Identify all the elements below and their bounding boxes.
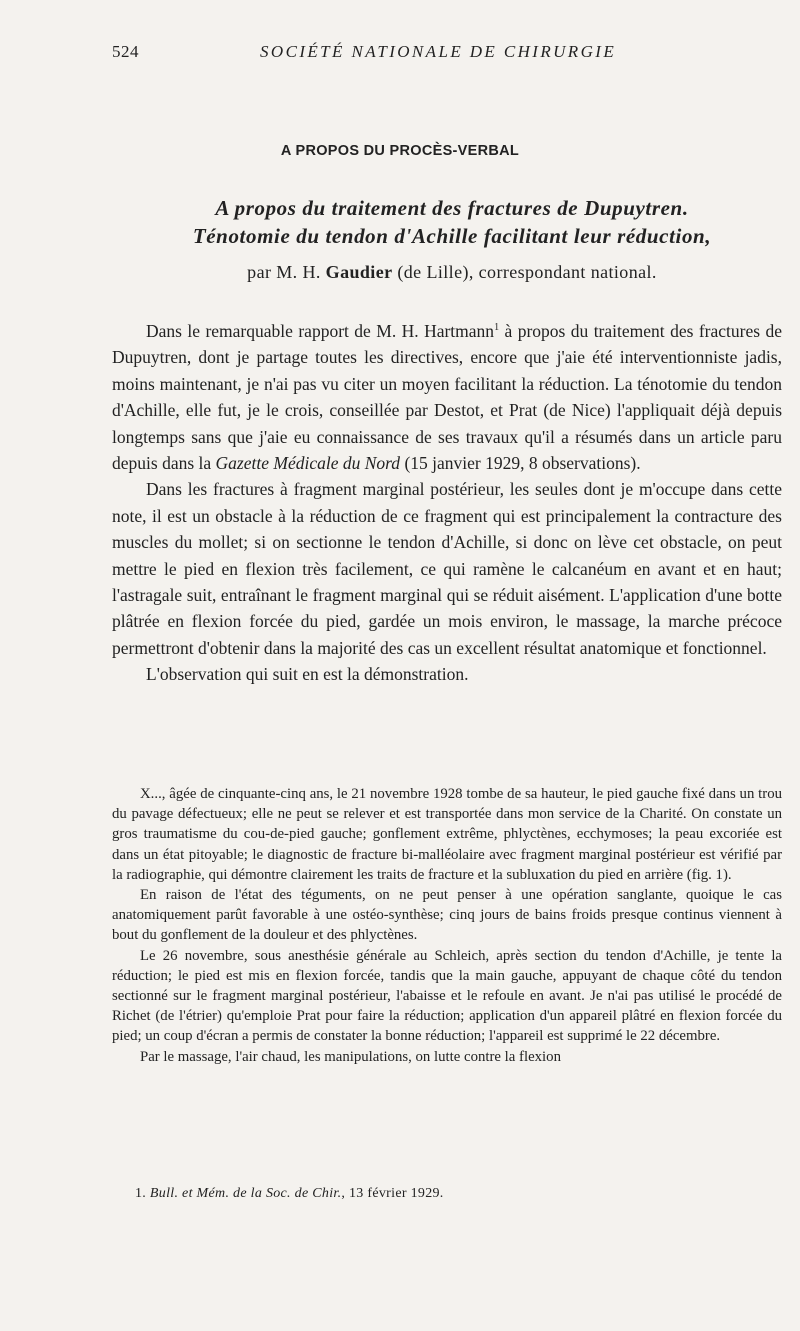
article-body	[112, 318, 782, 688]
observation-paragraph: En raison de l'état des téguments, on ne peut penser à une opération sanglante, quoique le cas anatomiquement parût favorable à une ostéo-synthèse; cinq jours de bains froids presque continus viennent à bout du gonflement de la douleur et des phlyctènes.	[112, 887, 782, 944]
running-head	[112, 42, 792, 66]
article-title	[112, 194, 792, 250]
footnote-date: , 13 février 1929.	[341, 1186, 444, 1201]
footnote-journal: Bull. et Mém. de la Soc. de Chir.	[149, 1186, 342, 1201]
journal-title: SOCIÉTÉ NATIONALE DE CHIRURGIE	[260, 42, 617, 61]
observation-paragraph: X..., âgée de cinquante-cinq ans, le 21 novembre 1928 tombe de sa hauteur, le pied gauche fixé dans un trou du pavage défectueux; elle ne peut se relever et est transportée dans mon service de la Charité. On constate un gros traumatisme du cou-de-pied gauche; gonflement extrême, phlyctènes, ecchymoses; la peau excoriée est dans un état pitoyable; le diagnostic de fracture bi-malléolaire avec fragment marginal postérieur est vérifié par la radiographie, qui démontre clairement les traits de fracture et la subluxation du pied en arrière (fig. 1).	[112, 786, 782, 883]
body-paragraph: Dans les fractures à fragment marginal postérieur, les seules dont je m'occupe dans cette note, il est un obstacle à la réduction de ce fragment qui est principalement la contracture des muscles du mollet; si on sectionne le tendon d'Achille, si donc on lève cet obstacle, on peut mettre le pied en flexion très facilement, ce qui ramène le calcanéum en avant et en haut; l'astragale suit, entraînant le fragment marginal qui se réduit aisément. L'application d'une botte plâtrée en flexion forcée du pied, gardée un mois environ, le massage, la marche précoce permettront d'obtenir dans la majorité des cas un excellent résultat anatomique et fonctionnel.	[112, 479, 782, 658]
paragraph-text: (15 janvier 1929, 8 observations).	[400, 453, 641, 474]
byline-suffix: (de Lille), correspondant national.	[397, 262, 657, 282]
section-heading: A PROPOS DU PROCÈS-VERBAL	[280, 143, 520, 159]
page-number: 524	[112, 42, 139, 61]
byline	[112, 262, 792, 283]
footnote-number: 1.	[135, 1186, 147, 1201]
body-paragraph: L'observation qui suit en est la démonstration.	[146, 664, 469, 685]
paragraph-text: Dans le remarquable rapport de M. H. Hartmann	[146, 321, 495, 341]
observation-paragraph: Par le massage, l'air chaud, les manipulations, on lutte contre la flexion	[140, 1048, 561, 1065]
article-title-line-1: A propos du traitement des fractures de Dupuytren.	[215, 196, 689, 220]
footnote	[135, 1186, 444, 1202]
article-title-line-2: Ténotomie du tendon d'Achille facilitant leur réduction,	[192, 224, 712, 248]
footnote-reference: 1	[494, 322, 500, 334]
journal-citation: Gazette Médicale du Nord	[215, 453, 401, 474]
byline-prefix: par M. H.	[247, 262, 321, 282]
paragraph-text: à propos du traitement des fractures de Dupuytren, dont je partage toutes les directives, encore que j'aie été interventionniste jadis, moins maintenant, je n'ai pas vu citer un moyen facilitant la réduction. La ténotomie du tendon d'Achille, elle fut, je le crois, conseillée par Destot, et Prat (de Nice) l'appliquait déjà depuis longtemps sans que j'aie eu connaissance de ses travaux qu'il a résumés dans un article paru depuis dans la	[112, 321, 782, 474]
case-observation	[112, 784, 782, 1067]
byline-author: Gaudier	[325, 262, 393, 282]
body-paragraph	[112, 318, 782, 476]
observation-paragraph: Le 26 novembre, sous anesthésie générale au Schleich, après section du tendon d'Achille, je tente la réduction; le pied est mis en flexion forcée, tandis que la main gauche, appuyant de chaque côté du tendon sectionné sur le fragment marginal postérieur, l'abaisse et le refoule en avant. Je n'ai pas utilisé le procédé de Richet (de l'étrier) qu'emploie Prat pour faire la réduction; application d'un appareil plâtré en flexion forcée du pied; un coup d'écran a permis de constater la bonne réduction; l'appareil est supprimé le 22 décembre.	[112, 947, 782, 1045]
